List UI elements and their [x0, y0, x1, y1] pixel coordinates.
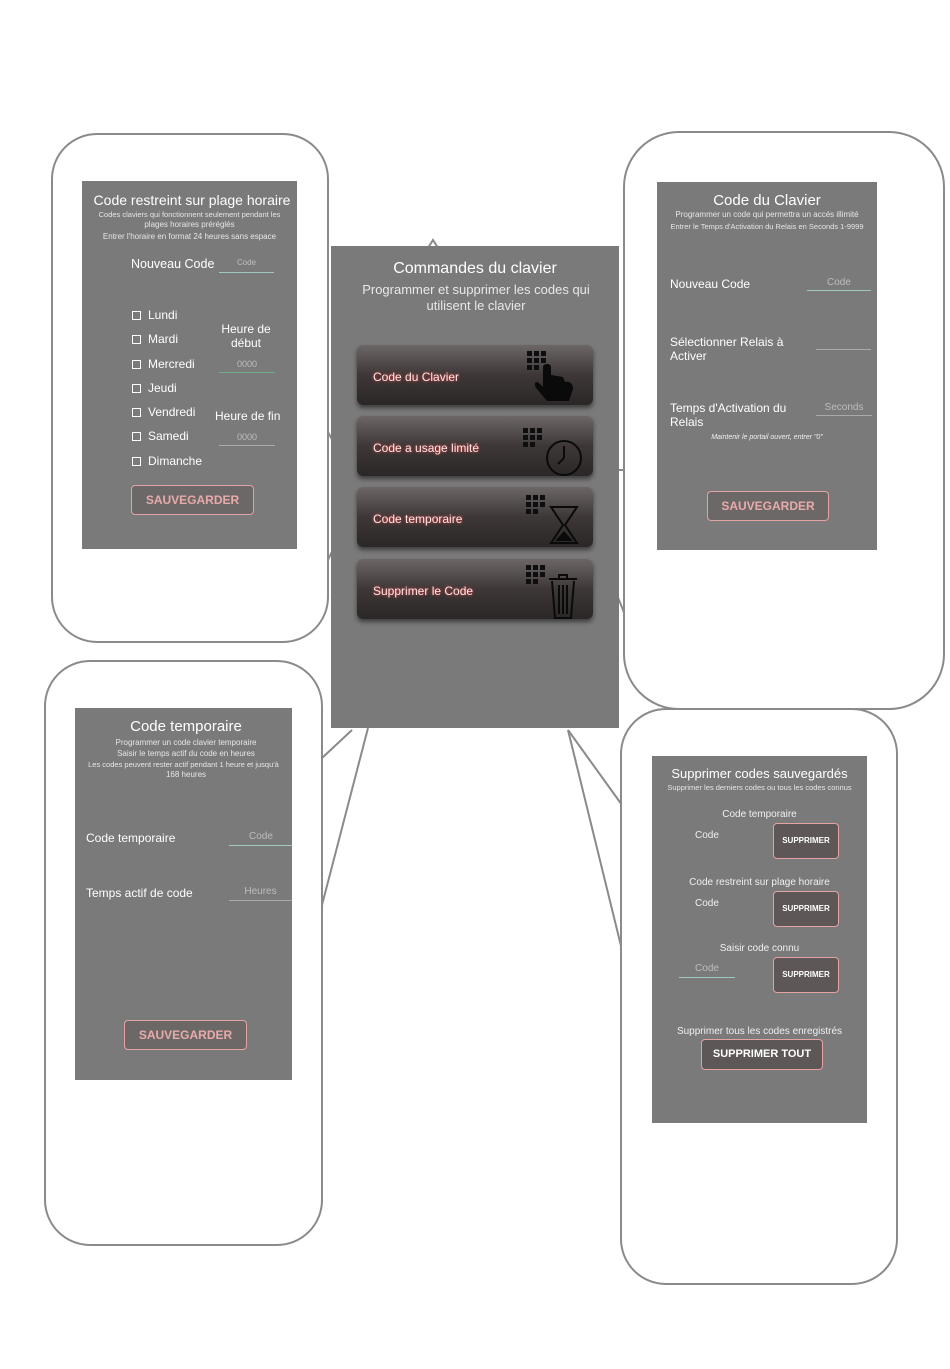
- keypad-sub-1: Programmer un code qui permettra un accés illimité: [675, 210, 859, 219]
- temporary-screen: [75, 708, 292, 1080]
- temporary-code-button[interactable]: Code temporaire: [357, 487, 593, 547]
- temporary-sub-1: Programmer un code clavier temporaire: [115, 738, 257, 747]
- restricted-code-label: Code restreint sur plage horaire: [689, 877, 830, 888]
- keypad-code-input[interactable]: Code: [807, 277, 871, 291]
- end-time-input[interactable]: 0000: [219, 432, 275, 446]
- start-time-label: Heure de début: [221, 322, 271, 350]
- temporary-sub-2: Saisir le temps actif du code en heures: [117, 749, 255, 758]
- temporary-code-input[interactable]: Code: [229, 831, 292, 846]
- main-subtitle: Programmer et supprimer les codes qui utilisent le clavier: [362, 282, 590, 313]
- known-code-input[interactable]: Code: [679, 963, 735, 978]
- checkbox-box[interactable]: [132, 335, 141, 344]
- relay-seconds-input[interactable]: Seconds: [816, 402, 872, 416]
- day-vendredi-checkbox[interactable]: Vendredi: [132, 405, 195, 419]
- checkbox-box[interactable]: [132, 457, 141, 466]
- keypad-hand-icon: [525, 349, 585, 405]
- day-lundi-checkbox[interactable]: Lundi: [132, 308, 177, 322]
- active-hours-input[interactable]: Heures: [229, 886, 292, 901]
- delete-sub: Supprimer les derniers codes ou tous les codes connus: [667, 783, 852, 792]
- checkbox-box[interactable]: [132, 311, 141, 320]
- delete-temporary-button[interactable]: SUPPRIMER: [773, 823, 839, 859]
- keypad-clock-icon: [523, 420, 585, 478]
- day-jeudi-checkbox[interactable]: Jeudi: [132, 381, 177, 395]
- new-code-label: Nouveau Code: [131, 257, 215, 271]
- known-code-label: Saisir code connu: [719, 943, 800, 954]
- save-button[interactable]: SAUVEGARDER: [124, 1020, 247, 1050]
- restricted-code-text: Code: [695, 898, 719, 909]
- restricted-sub-2: plages horaires préréglés: [144, 220, 235, 229]
- new-code-label: Nouveau Code: [670, 277, 751, 291]
- checkbox-box[interactable]: [132, 432, 141, 441]
- restricted-title: Code restreint sur plage horaire: [93, 192, 291, 208]
- temporary-sub-4: 168 heures: [165, 770, 207, 779]
- restricted-code-input[interactable]: Code: [219, 258, 274, 273]
- keypad-title: Code du Clavier: [713, 192, 821, 209]
- keypad-sub-2: Entrer le Temps d'Activation du Relais en Seconds 1-9999: [670, 222, 864, 231]
- active-time-label: Temps actif de code: [86, 886, 193, 900]
- relay-time-label: Temps d'Activation du Relais: [670, 401, 787, 429]
- main-title: Commandes du clavier: [393, 260, 557, 277]
- day-mercredi-checkbox[interactable]: Mercredi: [132, 357, 195, 371]
- checkbox-box[interactable]: [132, 408, 141, 417]
- day-mardi-checkbox[interactable]: Mardi: [132, 332, 178, 346]
- keypad-trash-icon: [523, 563, 585, 621]
- relay-select[interactable]: [816, 337, 871, 350]
- save-button[interactable]: SAUVEGARDER: [131, 485, 254, 515]
- keypad-screen: [657, 182, 877, 550]
- day-dimanche-checkbox[interactable]: Dimanche: [132, 454, 202, 468]
- keypad-hourglass-icon: [523, 491, 585, 549]
- delete-all-button[interactable]: SUPPRIMER TOUT: [701, 1039, 823, 1070]
- keypad-code-button[interactable]: Code du Clavier: [357, 345, 593, 405]
- checkbox-box[interactable]: [132, 360, 141, 369]
- delete-all-label: Supprimer tous les codes enregistrés: [676, 1026, 843, 1037]
- delete-restricted-button[interactable]: SUPPRIMER: [773, 891, 839, 927]
- checkbox-box[interactable]: [132, 384, 141, 393]
- save-button[interactable]: SAUVEGARDER: [707, 491, 829, 521]
- delete-known-button[interactable]: SUPPRIMER: [773, 957, 839, 993]
- temp-code-label: Code temporaire: [722, 809, 797, 820]
- restricted-screen: [82, 181, 297, 549]
- keypad-hint: Maintenir le portail ouvert, entrer "0": [711, 434, 823, 441]
- delete-title: Supprimer codes sauvegardés: [671, 766, 848, 781]
- delete-code-button[interactable]: Supprimer le Code: [357, 559, 593, 619]
- temporary-title: Code temporaire: [130, 718, 242, 735]
- day-samedi-checkbox[interactable]: Samedi: [132, 429, 189, 443]
- restricted-sub-3: Entrer l'horaire en format 24 heures sans espace: [102, 232, 277, 241]
- relay-select-label: Sélectionner Relais à Activer: [670, 335, 784, 363]
- limited-use-code-button[interactable]: Code a usage limité: [357, 416, 593, 476]
- end-time-label: Heure de fin: [215, 409, 281, 423]
- temporary-code-label: Code temporaire: [86, 831, 176, 845]
- temp-code-text: Code: [695, 830, 719, 841]
- restricted-sub-1: Codes claviers qui fonctionnent seulement pendant les: [98, 210, 281, 219]
- start-time-input[interactable]: 0000: [219, 359, 275, 373]
- temporary-sub-3: Les codes peuvent rester actif pendant 1 heure et jusqu'à: [88, 760, 279, 769]
